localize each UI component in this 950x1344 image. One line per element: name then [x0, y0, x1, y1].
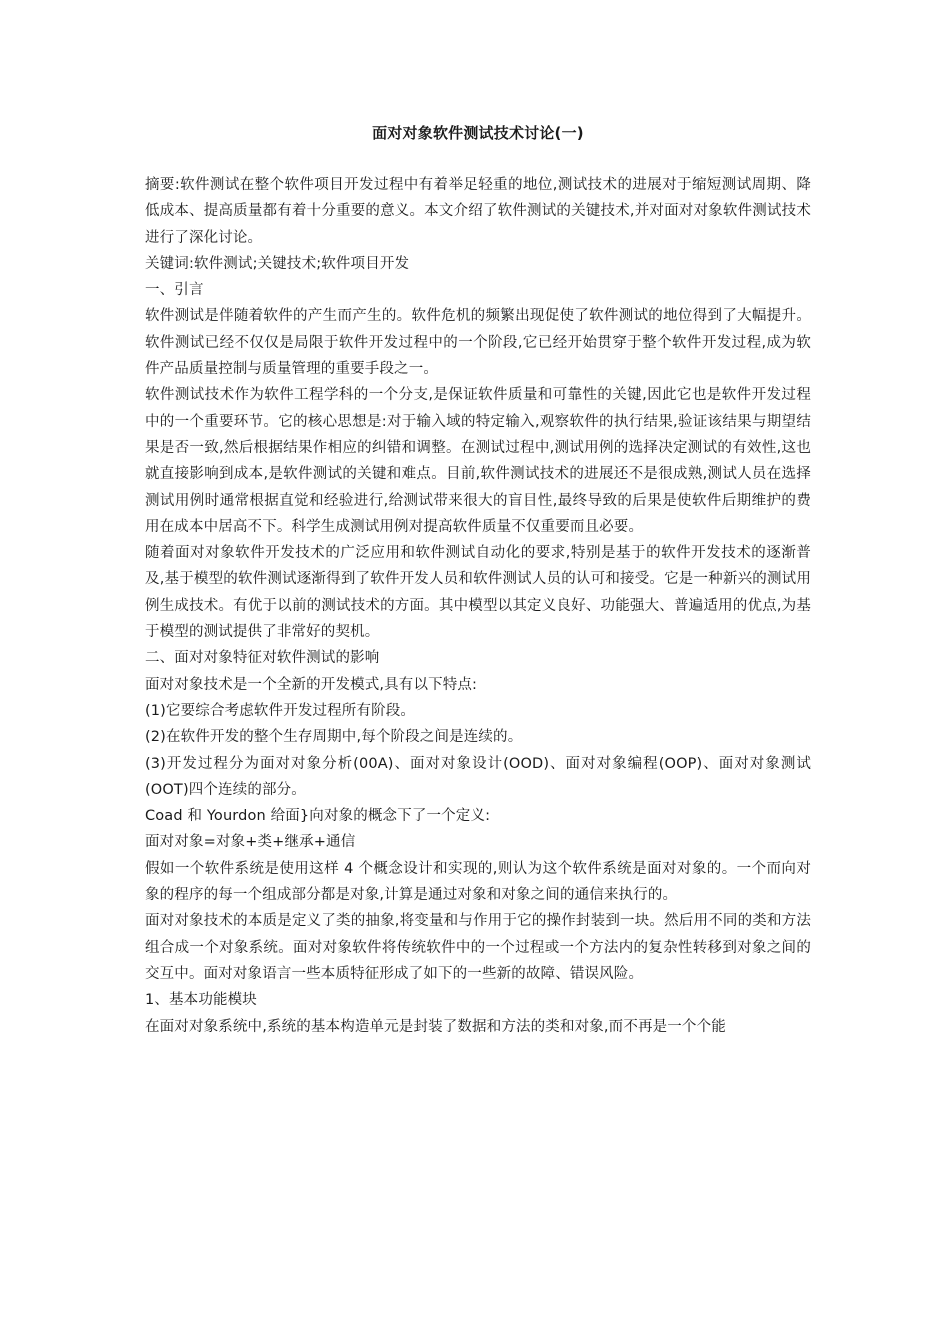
- section-heading-oo-impact: 二、面对对象特征对软件测试的影响: [145, 650, 380, 667]
- section-heading-introduction: 一、引言: [145, 282, 204, 299]
- list-item: (3)开发过程分为面对对象分析(00A)、面对对象设计(OOD)、面对对象编程(OOP)、面对对象测试(OOT)四个连续的部分。: [145, 755, 811, 798]
- body-paragraph: 假如一个软件系统是使用这样 4 个概念设计和实现的,则认为这个软件系统是面对对象的。一个而向对象的程序的每一个组成部分都是对象,计算是通过对象和对象之间的通信来执行的。: [145, 860, 811, 904]
- formula-line: 面对对象=对象+类+继承+通信: [145, 834, 356, 851]
- body-paragraph: 随着面对对象软件开发技术的广泛应用和软件测试自动化的要求,特别是基于的软件开发技术的逐渐普及,基于模型的软件测试逐渐得到了软件开发人员和软件测试人员的认可和接受。它是一种新兴的测试用例生成技术。有优于以前的测试技术的方面。其中模型以其定义良好、功能强大、普遍适用的优点,为基于模型的测试提供了非常好的契机。: [145, 545, 811, 641]
- document-title: 面对对象软件测试技术讨论(一): [372, 124, 584, 142]
- body-paragraph: 软件测试是伴随着软件的产生而产生的。软件危机的频繁出现促使了软件测试的地位得到了大幅提升。软件测试已经不仅仅是局限于软件开发过程中的一个阶段,它已经开始贯穿于整个软件开发过程,成为软件产品质量控制与质量管理的重要手段之一。: [145, 308, 811, 378]
- body-paragraph: 在面对对象系统中,系统的基本构造单元是封装了数据和方法的类和对象,而不再是一个个能: [145, 1018, 726, 1035]
- keywords-paragraph: 关键词:软件测试;关键技术;软件项目开发: [145, 255, 410, 272]
- body-paragraph: Coad 和 Yourdon 给面}向对象的概念下了一个定义:: [145, 808, 491, 825]
- subsection-heading: 1、基本功能模块: [145, 992, 257, 1009]
- document-page: [145, 120, 811, 1040]
- abstract-paragraph: 摘要:软件测试在整个软件项目开发过程中有着举足轻重的地位,测试技术的进展对于缩短测试周期、降低成本、提高质量都有着十分重要的意义。本文介绍了软件测试的关键技术,并对面对对象软件测试技术进行了深化讨论。: [145, 177, 811, 246]
- body-paragraph: 面对对象技术的本质是定义了类的抽象,将变量和与作用于它的操作封装到一块。然后用不同的类和方法组合成一个对象系统。面对对象软件将传统软件中的一个过程或一个方法内的复杂性转移到对象之间的交互中。面对对象语言一些本质特征形成了如下的一些新的故障、错误风险。: [145, 913, 811, 982]
- list-item: (1)它要综合考虑软件开发过程所有阶段。: [145, 702, 416, 719]
- list-item: (2)在软件开发的整个生存周期中,每个阶段之间是连续的。: [145, 729, 523, 746]
- body-paragraph: 软件测试技术作为软件工程学科的一个分支,是保证软件质量和可靠性的关键,因此它也是软件开发过程中的一个重要环节。它的核心思想是:对于输入域的特定输入,观察软件的执行结果,验证该结果与期望结果是否一致,然后根据结果作相应的纠错和调整。在测试过程中,测试用例的选择决定测试的有效性,这也就直接影响到成本,是软件测试的关键和难点。目前,软件测试技术的进展还不是很成熟,测试人员在选择测试用例时通常根据直觉和经验进行,给测试带来很大的盲目性,最终导致的后果是使软件后期维护的费用在成本中居高不下。科学生成测试用例对提高软件质量不仅重要而且必要。: [145, 387, 811, 535]
- body-paragraph: 面对对象技术是一个全新的开发模式,具有以下特点:: [145, 676, 478, 693]
